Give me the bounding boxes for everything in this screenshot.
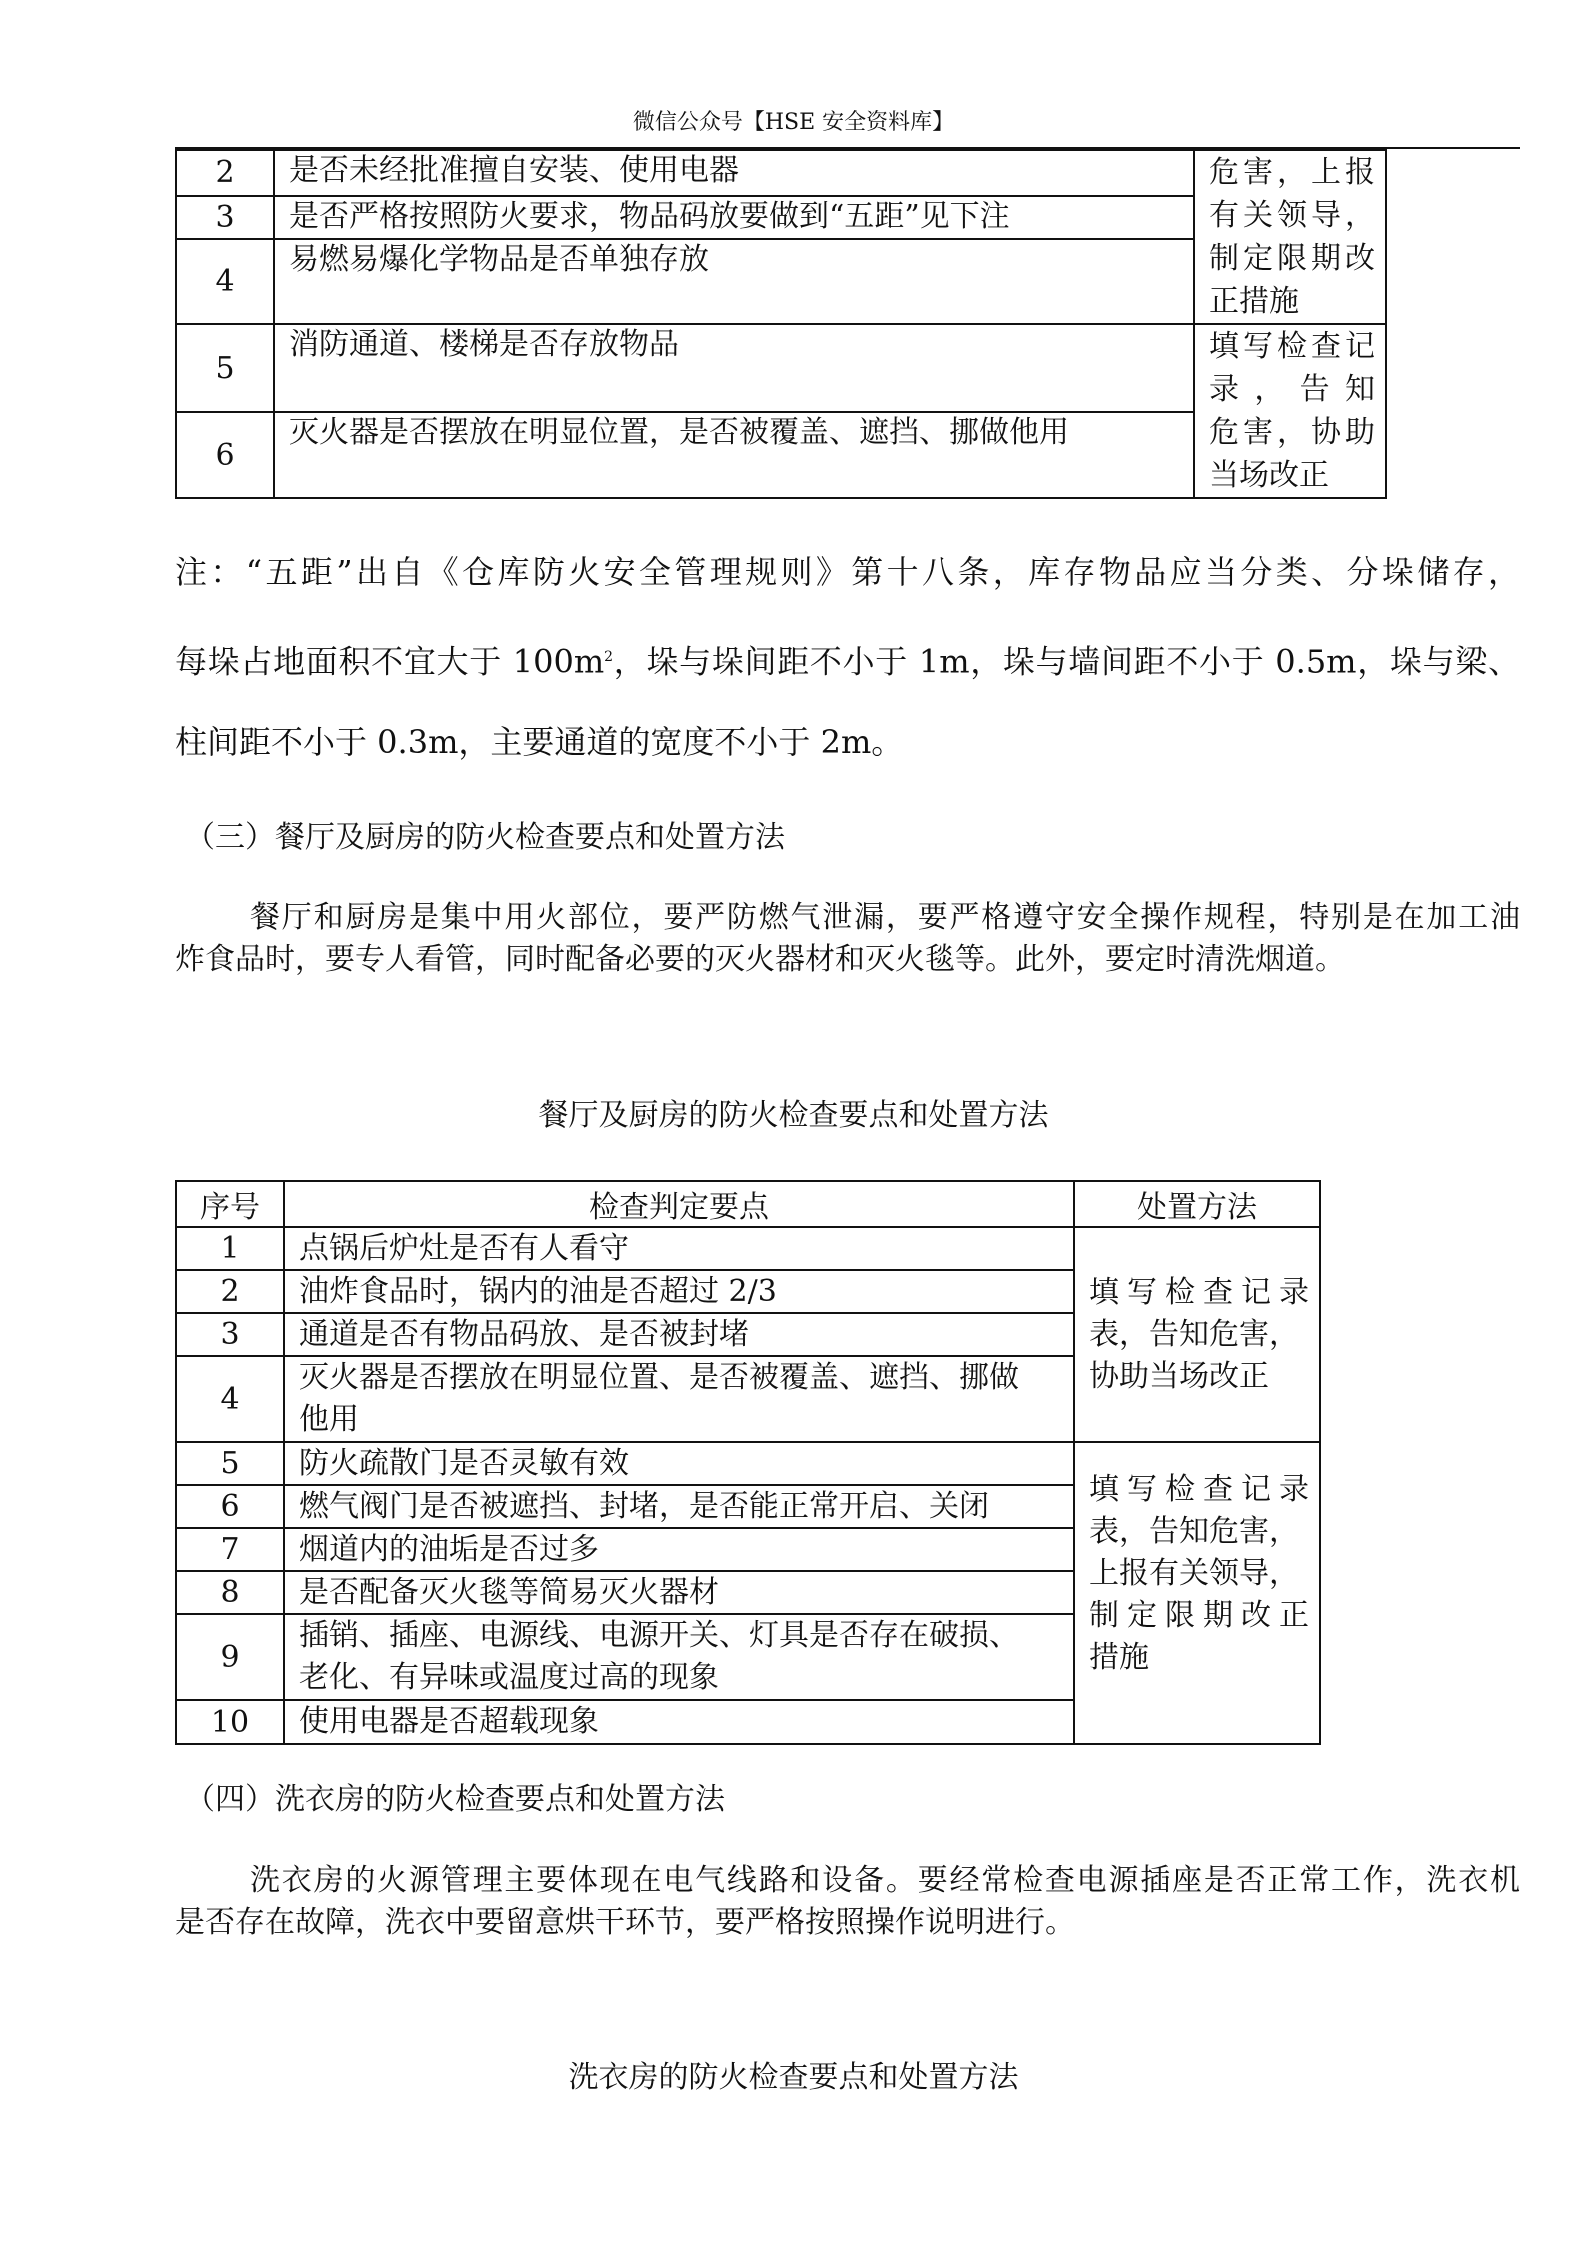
section-heading: （四）洗衣房的防火检查要点和处置方法 xyxy=(185,1782,725,1817)
table-row-number: 8 xyxy=(176,1571,284,1614)
table-row-item: 灭火器是否摆放在明显位置、是否被覆盖、遮挡、挪做 他用 xyxy=(284,1356,1074,1442)
table-row-number: 10 xyxy=(176,1700,284,1744)
table-row-number: 3 xyxy=(176,1313,284,1356)
method-cell: 危害，上报 有关领导， 制定限期改 正措施 xyxy=(1194,150,1386,324)
note-line: 柱间距不小于 0.3m，主要通道的宽度不小于 2m。 xyxy=(175,723,904,761)
table-row-number: 4 xyxy=(176,239,274,324)
table-row-item: 是否严格按照防火要求，物品码放要做到“五距”见下注 xyxy=(274,196,1194,240)
table-row-item: 易燃易爆化学物品是否单独存放 xyxy=(274,239,1194,324)
table-row-number: 2 xyxy=(176,150,274,196)
note-line: 每垛占地面积不宜大于 $100m^2$，垛与垛间距不小于 1m，垛与墙间距不小于 0.5m，垛与梁、 xyxy=(175,642,1520,681)
warehouse-inspection-table xyxy=(175,149,1387,499)
column-header-method: 处置方法 xyxy=(1074,1181,1320,1227)
method-cell: 填写检查记录 表，告知危害， 上报有关领导， 制定限期改正 措施 xyxy=(1074,1442,1320,1744)
column-header-number: 序号 xyxy=(176,1181,284,1227)
table-caption: 餐厅及厨房的防火检查要点和处置方法 xyxy=(538,1098,1049,1133)
table-row-number: 6 xyxy=(176,412,274,498)
page-header: 微信公众号【HSE 安全资料库】 xyxy=(632,110,955,135)
note-line: 注：“五距”出自《仓库防火安全管理规则》第十八条，库存物品应当分类、分垛储存， xyxy=(175,553,1520,591)
table-row-number: 4 xyxy=(176,1356,284,1442)
table-row-item: 油炸食品时，锅内的油是否超过 2/3 xyxy=(284,1270,1074,1313)
column-header-item: 检查判定要点 xyxy=(284,1181,1074,1227)
table-row-number: 2 xyxy=(176,1270,284,1313)
kitchen-inspection-table xyxy=(175,1180,1321,1745)
table-row-item: 是否配备灭火毯等简易灭火器材 xyxy=(284,1571,1074,1614)
table-row-item: 灭火器是否摆放在明显位置，是否被覆盖、遮挡、挪做他用 xyxy=(274,412,1194,498)
table-row-number: 7 xyxy=(176,1528,284,1571)
table-row-number: 3 xyxy=(176,196,274,240)
table-row-item: 是否未经批准擅自安装、使用电器 xyxy=(274,150,1194,196)
section-paragraph: 餐厅和厨房是集中用火部位，要严防燃气泄漏，要严格遵守安全操作规程，特别是在加工油 炸食品时，要专人看管，同时配备必要的灭火器材和灭火毯等。此外，要定时清洗烟道。 xyxy=(175,900,1520,977)
five-distance-note xyxy=(175,548,1520,803)
section-heading: （三）餐厅及厨房的防火检查要点和处置方法 xyxy=(185,820,785,855)
table-row-item: 防火疏散门是否灵敏有效 xyxy=(284,1442,1074,1485)
method-cell: 填写检查记 录，告知 危害，协助 当场改正 xyxy=(1194,324,1386,498)
table-row-item: 消防通道、楼梯是否存放物品 xyxy=(274,324,1194,412)
table-row-number: 6 xyxy=(176,1485,284,1528)
table-row-item: 烟道内的油垢是否过多 xyxy=(284,1528,1074,1571)
table-row-number: 1 xyxy=(176,1227,284,1270)
table-row-item: 点锅后炉灶是否有人看守 xyxy=(284,1227,1074,1270)
table-row-number: 5 xyxy=(176,324,274,412)
table-row-item: 使用电器是否超载现象 xyxy=(284,1700,1074,1744)
table-row-number: 5 xyxy=(176,1442,284,1485)
table-row-item: 插销、插座、电源线、电源开关、灯具是否存在破损、 老化、有异味或温度过高的现象 xyxy=(284,1614,1074,1700)
section-paragraph: 洗衣房的火源管理主要体现在电气线路和设备。要经常检查电源插座是否正常工作，洗衣机 是否存在故障，洗衣中要留意烘干环节，要严格按照操作说明进行。 xyxy=(175,1863,1520,1940)
method-cell: 填写检查记录 表，告知危害， 协助当场改正 xyxy=(1074,1227,1320,1442)
table-caption: 洗衣房的防火检查要点和处置方法 xyxy=(568,2060,1019,2095)
table-row-item: 通道是否有物品码放、是否被封堵 xyxy=(284,1313,1074,1356)
table-row-number: 9 xyxy=(176,1614,284,1700)
table-row-item: 燃气阀门是否被遮挡、封堵，是否能正常开启、关闭 xyxy=(284,1485,1074,1528)
